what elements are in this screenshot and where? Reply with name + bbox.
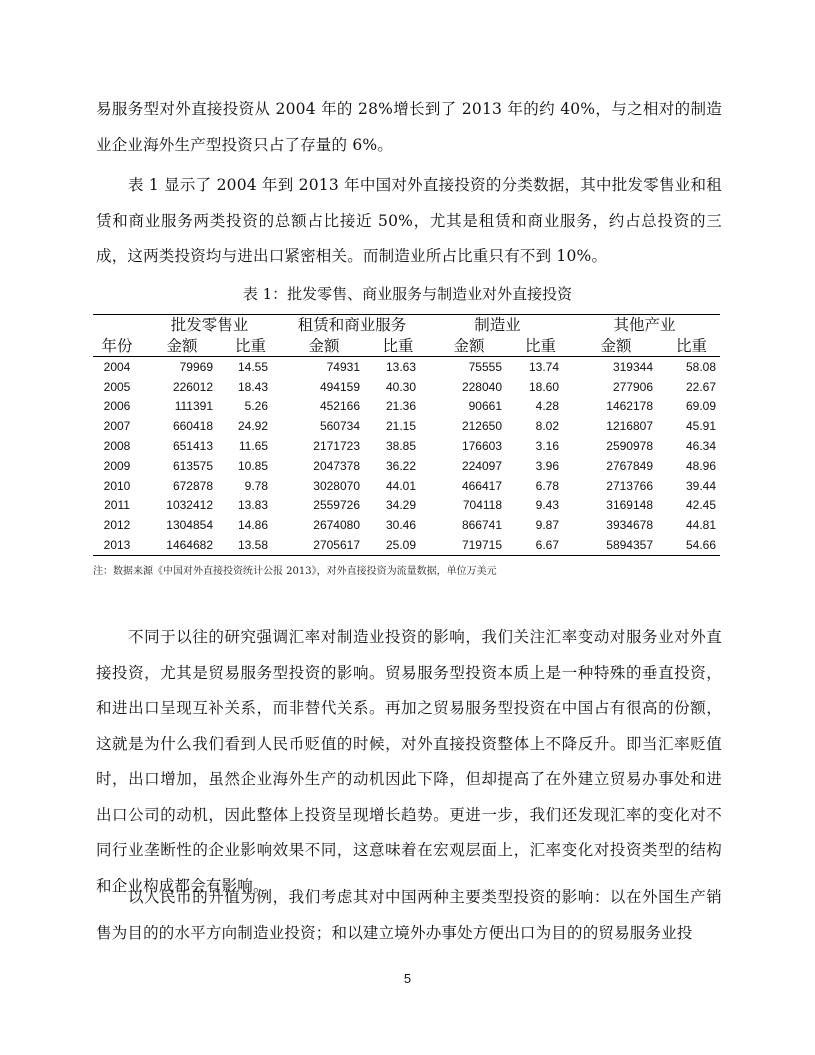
amount-header: 金额: [141, 335, 223, 357]
year-cell: 2013: [103, 538, 131, 553]
amount-cell: 212650: [461, 419, 502, 434]
ratio-header: 比重: [370, 335, 426, 357]
group-header: 批发零售业: [170, 316, 249, 334]
amount-cell: 651413: [172, 439, 213, 454]
ratio-cell: 3.16: [535, 439, 559, 454]
amount-cell: 1304854: [166, 518, 213, 533]
paragraph-1: 易服务型对外直接投资从 2004 年的 28%增长到了 2013 年的约 40%，与之相对的制造业企业海外生产型投资只占了存量的 6%。: [96, 100, 722, 154]
year-header: 年份: [93, 335, 141, 357]
amount-cell: 704118: [462, 498, 502, 513]
fdi-table: [93, 314, 720, 556]
ratio-cell: 14.55: [237, 359, 268, 374]
amount-cell: 660418: [172, 419, 213, 434]
ratio-cell: 30.46: [385, 518, 416, 533]
amount-cell: 2559726: [313, 498, 360, 513]
amount-cell: 452166: [319, 399, 360, 414]
ratio-cell: 13.74: [528, 359, 559, 374]
amount-cell: 5894357: [606, 538, 653, 553]
ratio-cell: 69.09: [685, 399, 716, 414]
amount-cell: 75555: [468, 359, 502, 374]
amount-cell: 719715: [461, 538, 502, 553]
paragraph-3: 不同于以往的研究强调汇率对制造业投资的影响，我们关注汇率变动对服务业对外直接投资，尤其是贸易服务型投资的影响。贸易服务型投资本质上是一种特殊的垂直投资，和进出口呈现互补关系，而非替代关系。再加之贸易服务型投资在中国占有很高的份额，这就是为什么我们看到人民币贬值的时候，对外直接投资整体上不降反升。即当汇率贬值时，出口增加，虽然企业海外生产的动机因此下降，但却提高了在外建立贸易办事处和进出口公司的动机，因此整体上投资呈现增长趋势。更进一步，我们还发现汇率的变化对不同行业垄断性的企业影响效果不同，这意味着在宏观层面上，汇率变化对投资类型的结构和企业构成都会有影响。: [96, 628, 722, 895]
ratio-cell: 11.65: [238, 439, 268, 454]
amount-cell: 613575: [172, 458, 213, 473]
amount-cell: 90661: [468, 399, 502, 414]
amount-cell: 1462178: [606, 399, 653, 414]
ratio-cell: 46.34: [685, 439, 716, 454]
ratio-header: 比重: [512, 335, 569, 357]
table-row: [93, 397, 720, 417]
ratio-cell: 13.83: [237, 498, 268, 513]
ratio-cell: 42.45: [685, 498, 716, 513]
year-cell: 2006: [103, 399, 131, 414]
ratio-cell: 34.29: [385, 498, 416, 513]
year-cell: 2012: [103, 518, 131, 533]
table-caption: 表 1：批发零售、商业服务与制造业对外直接投资: [242, 285, 573, 303]
amount-cell: 3028070: [313, 478, 360, 493]
amount-cell: 2674080: [313, 518, 360, 533]
paragraph-2: 表 1 显示了 2004 年到 2013 年中国对外直接投资的分类数据，其中批发零售业和租赁和商业服务两类投资的总额占比接近 50%，尤其是租赁和商业服务，约占总投资的三成，这两类投资均与进出口紧密相关。而制造业所占比重只有不到 10%。: [96, 176, 722, 265]
table-body: [93, 357, 720, 556]
amount-cell: 560734: [319, 419, 360, 434]
ratio-cell: 36.22: [385, 458, 416, 473]
ratio-cell: 10.85: [237, 458, 268, 473]
amount-cell: 2047378: [313, 458, 360, 473]
amount-cell: 1464682: [166, 538, 213, 553]
amount-cell: 111391: [174, 399, 213, 414]
ratio-cell: 44.01: [385, 478, 416, 493]
year-cell: 2005: [103, 379, 131, 394]
ratio-cell: 38.85: [385, 439, 416, 454]
amount-cell: 866741: [461, 518, 502, 533]
amount-header: 金额: [278, 335, 370, 357]
ratio-cell: 6.78: [535, 478, 559, 493]
amount-cell: 672878: [172, 478, 213, 493]
year-cell: 2004: [103, 359, 131, 374]
amount-cell: 1216807: [606, 419, 653, 434]
table-row: [93, 456, 720, 476]
table-row: [93, 377, 720, 397]
year-cell: 2008: [103, 439, 131, 454]
table-row: [93, 515, 720, 535]
amount-header: 金额: [426, 335, 512, 357]
ratio-cell: 9.87: [535, 518, 559, 533]
ratio-cell: 13.58: [237, 538, 268, 553]
ratio-cell: 5.26: [244, 399, 268, 414]
amount-cell: 3169148: [606, 498, 653, 513]
ratio-cell: 39.44: [685, 478, 716, 493]
amount-cell: 1032412: [166, 498, 213, 513]
table-row: [93, 436, 720, 456]
year-cell: 2011: [104, 498, 130, 513]
ratio-cell: 24.92: [237, 419, 268, 434]
ratio-cell: 54.66: [685, 538, 716, 553]
ratio-cell: 3.96: [535, 458, 559, 473]
ratio-cell: 18.60: [528, 379, 559, 394]
amount-cell: 2705617: [313, 538, 360, 553]
ratio-cell: 8.02: [535, 419, 559, 434]
group-header: 其他产业: [613, 316, 676, 334]
ratio-cell: 45.91: [685, 419, 716, 434]
table-row: [93, 496, 720, 516]
ratio-cell: 25.09: [385, 538, 416, 553]
amount-cell: 2590978: [606, 439, 653, 454]
amount-cell: 494159: [319, 379, 360, 394]
amount-cell: 2713766: [606, 478, 653, 493]
header-blank: [93, 315, 141, 336]
amount-cell: 176603: [461, 439, 502, 454]
page-number: 5: [403, 971, 412, 986]
year-cell: 2007: [103, 419, 131, 434]
amount-cell: 226012: [172, 379, 213, 394]
paragraph-4: 以人民币的升值为例，我们考虑其对中国两种主要类型投资的影响：以在外国生产销售为目的的水平方向制造业投资；和以建立境外办事处方便出口为目的的贸易服务业投: [96, 888, 722, 942]
ratio-cell: 40.30: [385, 379, 416, 394]
ratio-cell: 21.36: [385, 399, 416, 414]
amount-cell: 3934678: [606, 518, 653, 533]
table-note: 注：数据来源《中国对外直接投资统计公报 2013》，对外直接投资为流量数据，单位万美元: [93, 566, 497, 577]
amount-cell: 2767849: [606, 458, 653, 473]
amount-cell: 228040: [461, 379, 502, 394]
ratio-cell: 9.78: [244, 478, 268, 493]
amount-cell: 277906: [612, 379, 653, 394]
table-row: [93, 476, 720, 496]
ratio-cell: 22.67: [685, 379, 716, 394]
ratio-cell: 14.86: [237, 518, 268, 533]
ratio-header: 比重: [663, 335, 720, 357]
ratio-cell: 9.43: [535, 498, 559, 513]
ratio-cell: 48.96: [685, 458, 716, 473]
group-header: 制造业: [474, 316, 521, 334]
ratio-header: 比重: [223, 335, 278, 357]
ratio-cell: 58.08: [685, 359, 716, 374]
table-row: [93, 535, 720, 555]
amount-cell: 466417: [461, 478, 502, 493]
amount-header: 金额: [569, 335, 663, 357]
amount-cell: 79969: [179, 359, 213, 374]
year-cell: 2009: [103, 458, 131, 473]
amount-cell: 319344: [612, 359, 653, 374]
table-row: [93, 416, 720, 436]
amount-cell: 224097: [461, 458, 502, 473]
amount-cell: 2171723: [313, 439, 360, 454]
year-cell: 2010: [103, 478, 131, 493]
ratio-cell: 21.15: [385, 419, 416, 434]
amount-cell: 74931: [326, 359, 360, 374]
ratio-cell: 44.81: [685, 518, 716, 533]
ratio-cell: 18.43: [237, 379, 268, 394]
ratio-cell: 6.67: [535, 538, 559, 553]
ratio-cell: 13.63: [385, 359, 416, 374]
ratio-cell: 4.28: [535, 399, 559, 414]
group-header: 租赁和商业服务: [297, 316, 407, 334]
table-row: [93, 357, 720, 377]
